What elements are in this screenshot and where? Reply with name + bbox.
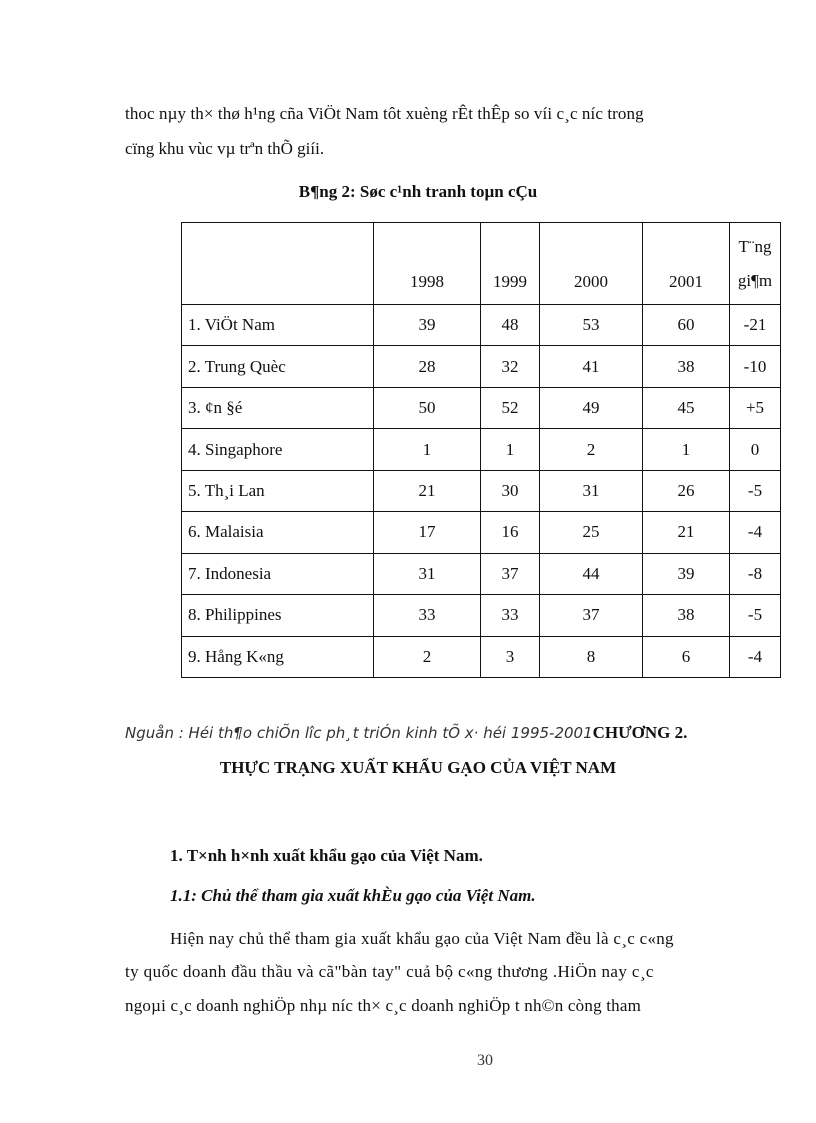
table-row bbox=[182, 346, 781, 387]
rank-cell: 49 bbox=[540, 387, 643, 428]
rank-cell: 16 bbox=[481, 512, 540, 553]
rank-cell: 25 bbox=[540, 512, 643, 553]
section-heading-1-1: 1.1: Chủ thể tham gia xuất khÈu gạo của Việt Nam. bbox=[170, 886, 536, 905]
rank-cell: 2 bbox=[374, 636, 481, 678]
rank-cell: 53 bbox=[540, 305, 643, 346]
rank-cell: 39 bbox=[643, 553, 730, 594]
section-heading-1: 1. T×nh h×nh xuất khẩu gạo của Việt Nam. bbox=[170, 846, 483, 865]
header-1999: 1999 bbox=[481, 223, 540, 305]
source-note bbox=[125, 723, 687, 743]
header-1998: 1998 bbox=[374, 223, 481, 305]
header-2000: 2000 bbox=[540, 223, 643, 305]
rank-cell: 50 bbox=[374, 387, 481, 428]
change-cell: +5 bbox=[730, 387, 781, 428]
rank-cell: 2 bbox=[540, 429, 643, 470]
rank-cell: 44 bbox=[540, 553, 643, 594]
rank-cell: 17 bbox=[374, 512, 481, 553]
table-row bbox=[182, 512, 781, 553]
rank-cell: 45 bbox=[643, 387, 730, 428]
country-name-cell: 5. Th¸i Lan bbox=[182, 470, 374, 511]
rank-cell: 38 bbox=[643, 346, 730, 387]
rank-cell: 33 bbox=[481, 595, 540, 636]
rank-cell: 38 bbox=[643, 595, 730, 636]
rank-cell: 1 bbox=[481, 429, 540, 470]
rank-cell: 60 bbox=[643, 305, 730, 346]
country-name-cell: 9. Hång K«ng bbox=[182, 636, 374, 678]
change-cell: 0 bbox=[730, 429, 781, 470]
rank-cell: 26 bbox=[643, 470, 730, 511]
table-row bbox=[182, 429, 781, 470]
chapter-label: CHƯƠNG 2. bbox=[592, 723, 688, 742]
country-name-cell: 1. ViÖt Nam bbox=[182, 305, 374, 346]
competitiveness-table bbox=[181, 222, 781, 678]
rank-cell: 32 bbox=[481, 346, 540, 387]
body-line-3: ngoµi c¸c doanh nghiÖp nhµ níc th× c¸c doanh nghiÖp t nh©n còng tham bbox=[125, 996, 642, 1015]
country-name-cell: 6. Malaisia bbox=[182, 512, 374, 553]
body-line-1: Hiện nay chủ thể tham gia xuất khẩu gạo của Việt Nam đều là c¸c c«ng bbox=[170, 929, 674, 948]
rank-cell: 31 bbox=[540, 470, 643, 511]
country-name-cell: 8. Philippines bbox=[182, 595, 374, 636]
country-name-cell: 4. Singaphore bbox=[182, 429, 374, 470]
chapter-title: THỰC TRẠNG XUẤT KHẨU GẠO CỦA VIỆT NAM bbox=[219, 758, 617, 777]
rank-cell: 37 bbox=[540, 595, 643, 636]
source-text: Nguån : Héi th¶o chiÕn lîc ph¸t triÓn kinh tÕ x· héi 1995-2001 bbox=[125, 724, 593, 742]
rank-cell: 31 bbox=[374, 553, 481, 594]
table-row bbox=[182, 636, 781, 678]
table-row bbox=[182, 305, 781, 346]
rank-cell: 28 bbox=[374, 346, 481, 387]
rank-cell: 21 bbox=[643, 512, 730, 553]
rank-cell: 6 bbox=[643, 636, 730, 678]
rank-cell: 1 bbox=[374, 429, 481, 470]
header-change: T¨ng gi¶m bbox=[730, 223, 781, 305]
header-2001: 2001 bbox=[643, 223, 730, 305]
table-row bbox=[182, 553, 781, 594]
page-number: 30 bbox=[477, 1052, 493, 1069]
table-row bbox=[182, 595, 781, 636]
table-caption: B¶ng 2: Søc c¹nh tranh toµn cÇu bbox=[298, 182, 538, 201]
change-cell: -4 bbox=[730, 512, 781, 553]
rank-cell: 39 bbox=[374, 305, 481, 346]
table-row bbox=[182, 387, 781, 428]
change-cell: -5 bbox=[730, 595, 781, 636]
rank-cell: 37 bbox=[481, 553, 540, 594]
rank-cell: 41 bbox=[540, 346, 643, 387]
rank-cell: 33 bbox=[374, 595, 481, 636]
header-cell-empty bbox=[182, 223, 374, 305]
intro-line-1: thoc nµy th× thø h¹ng cña ViÖt Nam tôt xuèng rÊt thÊp so víi c¸c níc trong bbox=[125, 104, 644, 123]
change-cell: -21 bbox=[730, 305, 781, 346]
table-row bbox=[182, 470, 781, 511]
rank-cell: 1 bbox=[643, 429, 730, 470]
change-cell: -8 bbox=[730, 553, 781, 594]
change-cell: -4 bbox=[730, 636, 781, 678]
rank-cell: 52 bbox=[481, 387, 540, 428]
country-name-cell: 7. Indonesia bbox=[182, 553, 374, 594]
rank-cell: 48 bbox=[481, 305, 540, 346]
rank-cell: 3 bbox=[481, 636, 540, 678]
country-name-cell: 3. ¢n §é bbox=[182, 387, 374, 428]
rank-cell: 30 bbox=[481, 470, 540, 511]
table-header-row bbox=[182, 223, 781, 305]
change-cell: -5 bbox=[730, 470, 781, 511]
country-name-cell: 2. Trung Quèc bbox=[182, 346, 374, 387]
intro-line-2: cïng khu vùc vµ trªn thÕ giíi. bbox=[125, 139, 325, 158]
rank-cell: 21 bbox=[374, 470, 481, 511]
rank-cell: 8 bbox=[540, 636, 643, 678]
change-cell: -10 bbox=[730, 346, 781, 387]
body-line-2: ty quốc doanh đầu thầu và cã"bàn tay" cuả bộ c«ng thương .HiÖn nay c¸c bbox=[125, 962, 654, 981]
